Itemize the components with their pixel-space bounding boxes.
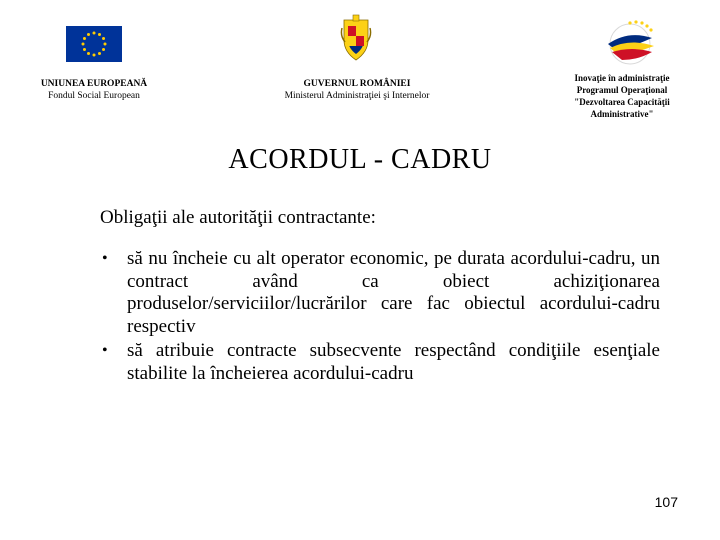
eu-union-label: UNIUNEA EUROPEANĂ	[40, 79, 148, 89]
programme-line-4: Administrative"	[590, 109, 654, 119]
header-government-text	[262, 78, 452, 102]
government-label: GUVERNUL ROMÂNIEI	[303, 79, 411, 89]
bullet-icon: •	[102, 250, 108, 267]
eu-star-icon	[93, 32, 96, 35]
eu-star-icon	[93, 54, 96, 57]
eu-star-icon	[102, 48, 105, 51]
header-eu-text	[26, 78, 162, 102]
eu-star-icon	[83, 48, 86, 51]
eu-star-icon	[98, 52, 101, 55]
programme-line-1: Inovaţie în administraţie	[574, 73, 670, 83]
esf-label: Fondul Social European	[48, 91, 140, 101]
programme-logo-icon	[598, 16, 660, 66]
bullet-text: să atribuie contracte subsecvente respectând condiţiile esenţiale stabilite la încheierea acordului-cadru	[127, 340, 660, 384]
header-programme-text	[560, 72, 684, 120]
eu-star-icon	[87, 52, 90, 55]
romania-coat-of-arms-icon	[340, 14, 372, 62]
programme-line-3: "Dezvoltarea Capacităţii	[574, 97, 670, 107]
eu-star-icon	[98, 33, 101, 36]
bullet-item	[100, 248, 660, 338]
slide-subtitle: Obligaţii ale autorităţii contractante:	[100, 207, 376, 228]
ministry-label: Ministerul Administraţiei şi Internelor	[284, 91, 430, 101]
eu-star-icon	[83, 37, 86, 40]
eu-star-icon	[104, 43, 107, 46]
bullet-icon: •	[102, 342, 108, 359]
eu-star-icon	[82, 43, 85, 46]
eu-star-icon	[87, 33, 90, 36]
bullet-item	[100, 340, 660, 385]
page-number: 107	[654, 494, 678, 510]
eu-star-icon	[102, 37, 105, 40]
bullet-text: să nu încheie cu alt operator economic, pe durata acordului-cadru, un contract având ca obiect achiziţionarea produselor/serviciilor/lucrărilor care fac obiectul acordului-cadru respectiv	[127, 248, 660, 337]
programme-line-2: Programul Operaţional	[576, 85, 668, 95]
bullet-list	[100, 248, 660, 387]
slide-title: ACORDUL - CADRU	[228, 144, 492, 175]
eu-flag-icon	[66, 26, 122, 62]
